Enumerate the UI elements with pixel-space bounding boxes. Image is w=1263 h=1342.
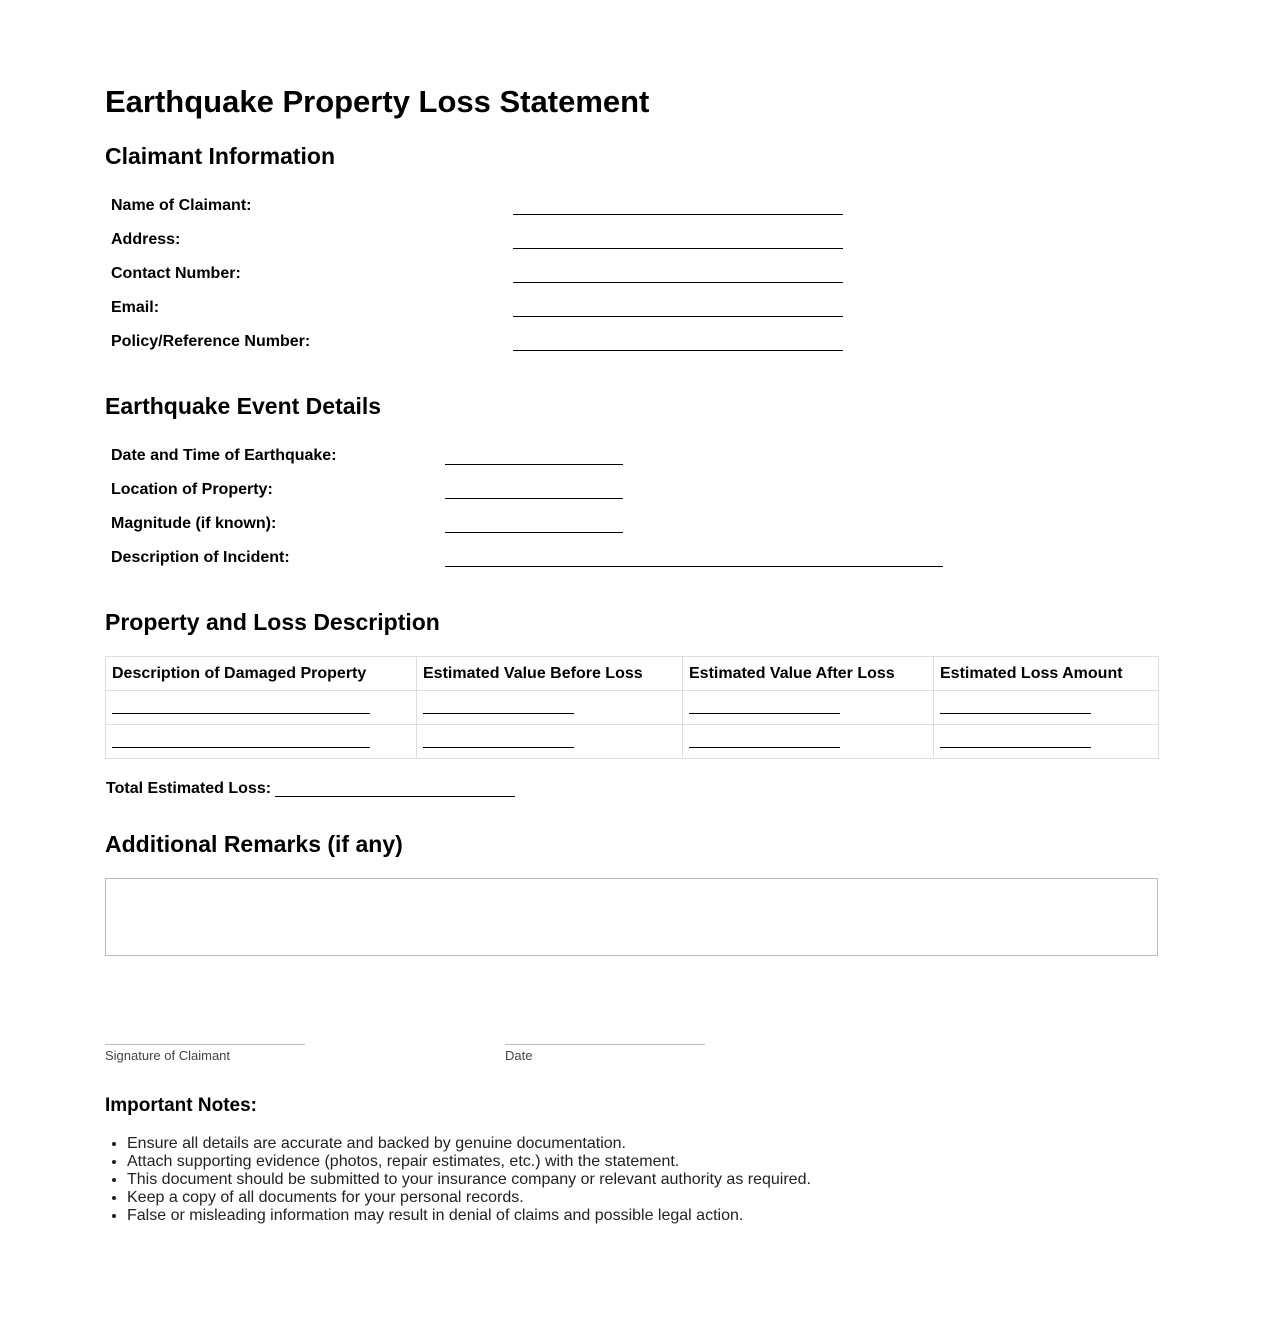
claimant-address-line[interactable]	[513, 248, 843, 249]
event-description-label: Description of Incident:	[111, 549, 290, 566]
remarks-box[interactable]	[105, 878, 1158, 956]
table-cell[interactable]	[934, 725, 1159, 759]
blank-line	[940, 713, 1091, 714]
table-header-row	[106, 657, 1159, 691]
date-signature-block	[505, 1044, 705, 1065]
table-cell[interactable]	[106, 691, 417, 725]
claimant-signature-block	[105, 1044, 305, 1065]
list-item: • Keep a copy of all documents for your personal records.	[127, 1189, 811, 1207]
date-signature-caption: Date	[505, 1048, 533, 1063]
blank-line	[940, 747, 1091, 748]
column-header-description: Description of Damaged Property	[106, 657, 417, 691]
claimant-policy-line[interactable]	[513, 350, 843, 351]
column-header-value-after: Estimated Value After Loss	[683, 657, 934, 691]
event-location-label: Location of Property:	[111, 481, 273, 498]
blank-line	[423, 713, 574, 714]
date-signature-line[interactable]	[505, 1044, 705, 1045]
table-row	[106, 725, 1159, 759]
claimant-email-label: Email:	[111, 299, 160, 316]
list-item: • This document should be submitted to your insurance company or relevant authority as required.	[127, 1171, 811, 1189]
event-magnitude-line[interactable]	[445, 532, 623, 533]
claimant-name-label: Name of Claimant:	[111, 197, 252, 214]
claimant-signature-caption: Signature of Claimant	[105, 1048, 231, 1063]
claimant-signature-line[interactable]	[105, 1044, 305, 1045]
total-loss-label: Total Estimated Loss:	[106, 780, 272, 797]
event-section-heading: Earthquake Event Details	[105, 393, 382, 419]
table-cell[interactable]	[106, 725, 417, 759]
event-magnitude-label: Magnitude (if known):	[111, 515, 277, 532]
list-item: • False or misleading information may result in denial of claims and possible legal action.	[127, 1207, 811, 1225]
list-item: • Ensure all details are accurate and backed by genuine documentation.	[127, 1135, 811, 1153]
table-cell[interactable]	[417, 725, 683, 759]
total-loss-line[interactable]	[275, 796, 515, 797]
document-title: Earthquake Property Loss Statement	[105, 84, 650, 119]
blank-line	[689, 747, 840, 748]
table-cell[interactable]	[683, 725, 934, 759]
table-cell[interactable]	[934, 691, 1159, 725]
notes-heading: Important Notes:	[105, 1095, 257, 1116]
claimant-policy-label: Policy/Reference Number:	[111, 333, 311, 350]
remarks-section-heading: Additional Remarks (if any)	[105, 831, 403, 857]
table-cell[interactable]	[417, 691, 683, 725]
column-header-loss-amount: Estimated Loss Amount	[934, 657, 1159, 691]
table-cell[interactable]	[683, 691, 934, 725]
property-section-heading: Property and Loss Description	[105, 609, 440, 635]
event-date-label: Date and Time of Earthquake:	[111, 447, 337, 464]
blank-line	[112, 747, 370, 748]
claimant-contact-label: Contact Number:	[111, 265, 241, 282]
property-loss-table	[105, 656, 1159, 759]
list-item: • Attach supporting evidence (photos, repair estimates, etc.) with the statement.	[127, 1153, 811, 1171]
claimant-name-line[interactable]	[513, 214, 843, 215]
event-location-line[interactable]	[445, 498, 623, 499]
claimant-address-label: Address:	[111, 231, 181, 248]
table-row	[106, 691, 1159, 725]
notes-list	[105, 1135, 811, 1225]
blank-line	[689, 713, 840, 714]
blank-line	[423, 747, 574, 748]
column-header-value-before: Estimated Value Before Loss	[417, 657, 683, 691]
event-date-line[interactable]	[445, 464, 623, 465]
event-description-line[interactable]	[445, 566, 943, 567]
claimant-section-heading: Claimant Information	[105, 143, 336, 169]
claimant-contact-line[interactable]	[513, 282, 843, 283]
blank-line	[112, 713, 370, 714]
claimant-email-line[interactable]	[513, 316, 843, 317]
